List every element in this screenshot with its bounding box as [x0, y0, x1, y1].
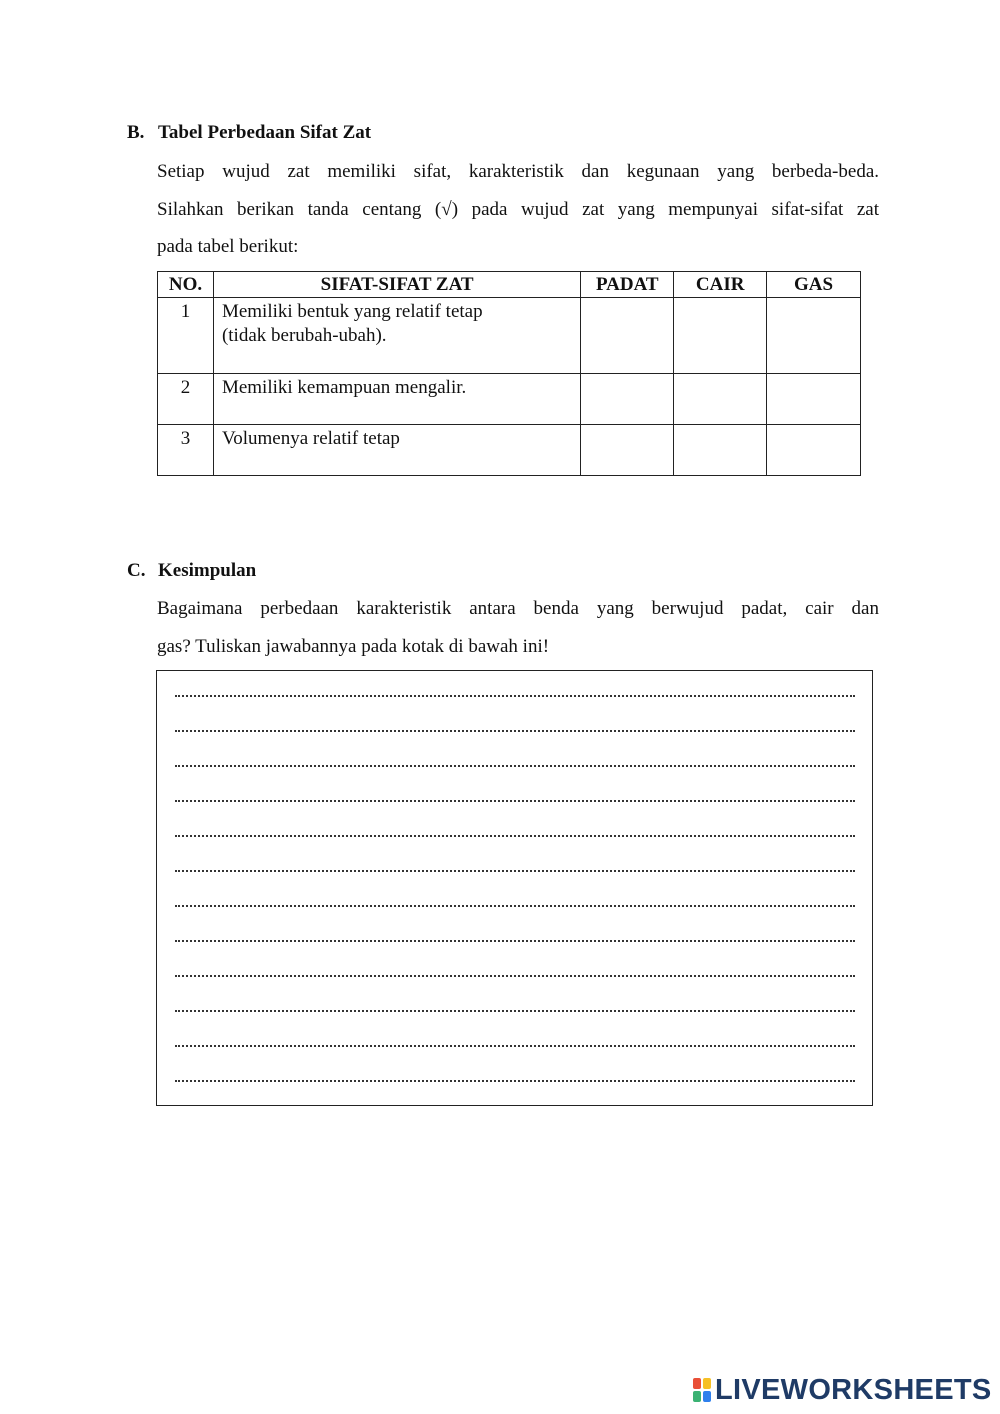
answer-dotted-line[interactable] — [175, 1043, 855, 1047]
instruction-line: Silahkan berikan tanda centang (√) pada wujud zat yang mempunyai sifat-sifat zat — [157, 198, 879, 220]
property-text-line: Memiliki bentuk yang relatif tetap — [221, 301, 483, 322]
property-text-line: Volumenya relatif tetap — [221, 428, 400, 449]
section-c-title: Kesimpulan — [158, 560, 257, 581]
answer-dotted-line[interactable] — [175, 973, 855, 977]
property-text-line: (tidak berubah-ubah). — [221, 325, 387, 346]
check-cell-cair[interactable] — [674, 374, 767, 425]
header-cair: CAIR — [674, 272, 767, 298]
header-sifat: SIFAT-SIFAT ZAT — [213, 272, 580, 298]
row-property — [213, 374, 580, 425]
answer-dotted-line[interactable] — [175, 728, 855, 732]
question-line: gas? Tuliskan jawabannya pada kotak di bawah ini! — [157, 635, 550, 657]
answer-dotted-line[interactable] — [175, 833, 855, 837]
check-cell-gas[interactable] — [767, 298, 861, 374]
logo-tile — [693, 1378, 701, 1389]
row-number: 1 — [158, 298, 214, 374]
section-c-question — [157, 590, 879, 665]
instruction-line: pada tabel berikut: — [157, 236, 299, 257]
row-number: 2 — [158, 374, 214, 425]
liveworksheets-logo — [693, 1374, 992, 1406]
check-cell-padat[interactable] — [581, 425, 674, 476]
check-cell-cair[interactable] — [674, 298, 767, 374]
table-row — [158, 374, 861, 425]
answer-dotted-line[interactable] — [175, 693, 855, 697]
table-row — [158, 425, 861, 476]
check-cell-padat[interactable] — [581, 374, 674, 425]
answer-dotted-line[interactable] — [175, 798, 855, 802]
check-cell-gas[interactable] — [767, 425, 861, 476]
property-text-line: Memiliki kemampuan mengalir. — [221, 377, 467, 398]
row-property — [213, 425, 580, 476]
properties-table — [157, 271, 861, 476]
header-gas: GAS — [767, 272, 861, 298]
section-b-title: Tabel Perbedaan Sifat Zat — [158, 122, 372, 143]
question-line: Bagaimana perbedaan karakteristik antara benda yang berwujud padat, cair dan — [157, 598, 879, 619]
section-c-heading — [127, 560, 256, 582]
answer-dotted-line[interactable] — [175, 1078, 855, 1082]
logo-text: LIVEWORKSHEETS — [715, 1373, 992, 1406]
header-no: NO. — [158, 272, 214, 298]
table-header-row — [158, 272, 861, 298]
header-padat: PADAT — [581, 272, 674, 298]
row-number: 3 — [158, 425, 214, 476]
section-b-letter: B. — [127, 122, 145, 143]
check-cell-gas[interactable] — [767, 374, 861, 425]
answer-dotted-line[interactable] — [175, 938, 855, 942]
answer-dotted-line[interactable] — [175, 763, 855, 767]
instruction-line: Setiap wujud zat memiliki sifat, karakteristik dan kegunaan yang berbeda-beda. — [157, 161, 879, 182]
row-property — [213, 298, 580, 374]
answer-dotted-line[interactable] — [175, 868, 855, 872]
section-b-heading — [127, 122, 371, 144]
answer-dotted-line[interactable] — [175, 903, 855, 907]
answer-dotted-line[interactable] — [175, 1008, 855, 1012]
section-c-letter: C. — [127, 560, 146, 581]
check-cell-cair[interactable] — [674, 425, 767, 476]
table-row — [158, 298, 861, 374]
liveworksheets-logo-icon — [693, 1378, 711, 1402]
answer-box[interactable] — [156, 670, 873, 1106]
logo-tile — [703, 1391, 711, 1402]
section-b-instructions — [157, 153, 879, 266]
logo-tile — [703, 1378, 711, 1389]
logo-tile — [693, 1391, 701, 1402]
check-cell-padat[interactable] — [581, 298, 674, 374]
